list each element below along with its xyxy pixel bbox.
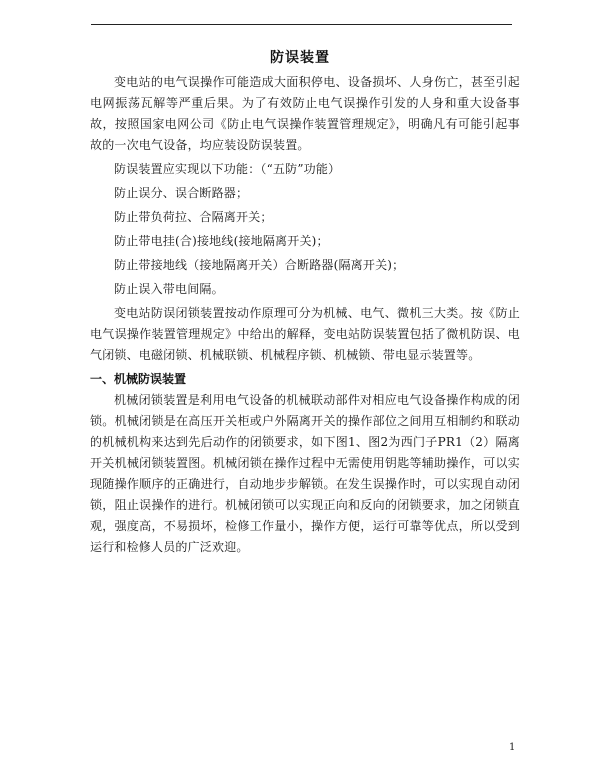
function-item: 防止带电挂(合)接地线(接地隔离开关)； <box>114 234 329 248</box>
function-item: 防止误入带电间隔。 <box>114 282 224 296</box>
function-item: 防止带负荷拉、合隔离开关； <box>114 210 273 224</box>
document-title: 防误装置 <box>270 50 330 66</box>
section-paragraph: 机械闭锁装置是利用电气设备的机械联动部件对相应电气设备操作构成的闭锁。机械闭锁是在高压开关柜或户外隔离开关的操作部位之间用互相制约和联动的机械机构来达到先后动作的闭锁要求，如下图1、图2为西门子PR1（2）隔离开关机械闭锁装置图。机械闭锁在操作过程中无需使用钥匙等辅助操作，可以实现随操作顺序的正确进行，自动地步步解锁。在发生误操作时，可以实现自动闭锁，阻止误操作的进行。机械闭锁可以实现正向和反向的闭锁要求，加之闭锁直观，强度高，不易损坏，检修工作量小，操作方便，运行可靠等优点，所以受到运行和检修人员的广泛欢迎。 <box>90 393 520 554</box>
function-item: 防止带接地线（接地隔离开关）合断路器(隔离开关)； <box>114 258 405 272</box>
classification-paragraph: 变电站防误闭锁装置按动作原理可分为机械、电气、微机三大类。按《防止电气误操作装置管理规定》中给出的解释，变电站防误装置包括了微机防误、电气闭锁、电磁闭锁、机械联锁、机械程序锁、机械锁、带电显示装置等。 <box>90 306 520 362</box>
section-heading: 一、机械防误装置 <box>90 372 187 386</box>
header-rule <box>91 24 512 25</box>
document-body <box>90 72 520 558</box>
intro-paragraph: 变电站的电气误操作可能造成大面积停电、设备损坏、人身伤亡，甚至引起电网振荡瓦解等严重后果。为了有效防止电气误操作引发的人身和重大设备事故，按照国家电网公司《防止电气误操作装置管理规定》，明确凡有可能引起事故的一次电气设备，均应装设防误装置。 <box>90 75 520 152</box>
functions-intro: 防误装置应实现以下功能：（“五防”功能） <box>114 162 341 176</box>
function-item: 防止误分、误合断路器； <box>114 186 249 200</box>
page-number: 1 <box>509 742 516 753</box>
